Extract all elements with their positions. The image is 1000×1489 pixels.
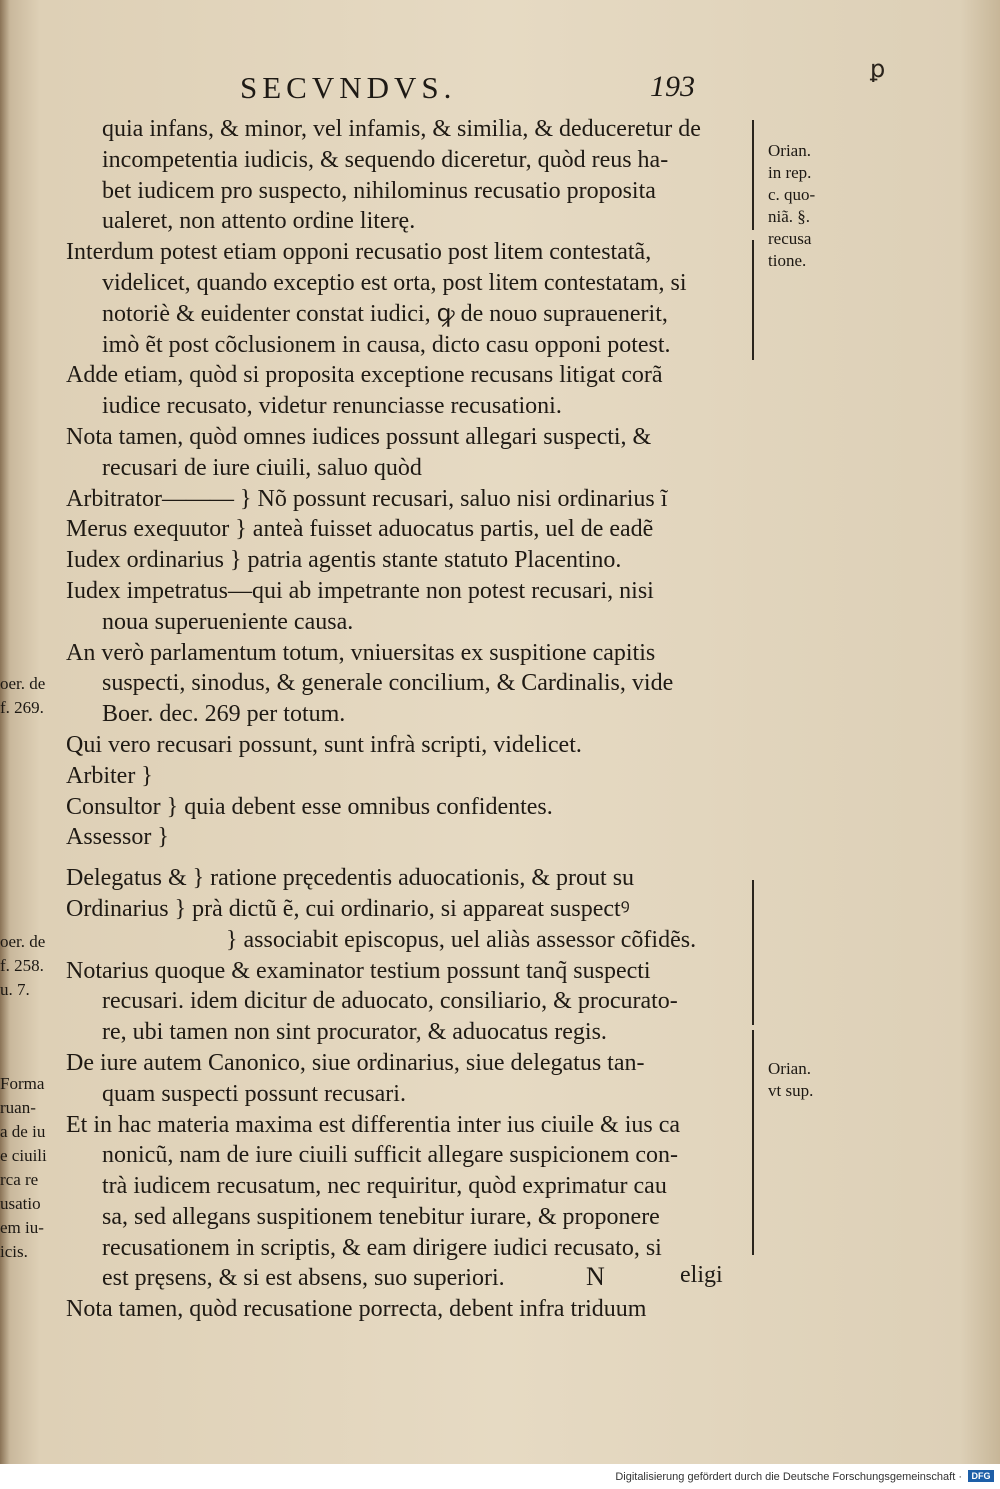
- margin-line: in rep.: [768, 163, 812, 182]
- footer-bar: [0, 1464, 1000, 1489]
- text-line: Merus exequutor } anteà fuisset aduocatus partis, uel de eadẽ: [66, 516, 654, 543]
- text-line: Nota tamen, quòd recusatione porrecta, debent infra triduum: [66, 1296, 647, 1323]
- margin-line: u. 7.: [0, 980, 30, 999]
- running-title: SECVNDVS.: [240, 70, 457, 105]
- margin-line: oer. de: [0, 932, 46, 951]
- text-line: notoriè & euidenter constat iudici, ꝙ de nouo suprauenerit,: [102, 300, 668, 327]
- text-line: noua superueniente causa.: [102, 608, 354, 635]
- margin-line: Orian.: [768, 141, 811, 160]
- text-line: recusari de iure ciuili, saluo quòd: [102, 454, 422, 481]
- text-line: Adde etiam, quòd si proposita exceptione recusans litigat corã: [66, 362, 663, 389]
- text-line: ualeret, non attento ordine literę.: [102, 208, 416, 235]
- margin-line: rca re: [0, 1170, 39, 1189]
- text-line: Assessor }: [66, 824, 169, 851]
- margin-line: vt sup.: [768, 1081, 814, 1100]
- text-line: iudice recusato, videtur renunciasse recusationi.: [102, 393, 562, 420]
- page-number: 193: [650, 70, 695, 103]
- catchword: eligi: [680, 1262, 723, 1288]
- margin-line: Orian.: [768, 1059, 811, 1078]
- text-line: Et in hac materia maxima est differentia inter ius ciuile & ius ca: [66, 1111, 681, 1138]
- text-line: Nota tamen, quòd omnes iudices possunt allegari suspecti, &: [66, 423, 652, 450]
- text-line: trà iudicem recusatum, nec requiritur, quòd exprimatur cau: [102, 1173, 667, 1200]
- text-line: De iure autem Canonico, siue ordinarius, siue delegatus tan-: [66, 1049, 645, 1076]
- text-line: Qui vero recusari possunt, sunt infrà scripti, videlicet.: [66, 731, 582, 758]
- margin-line: a de iu: [0, 1122, 46, 1141]
- margin-line: recusa: [768, 229, 812, 248]
- text-line: recusari. idem dicitur de aduocato, consiliario, & procurato-: [102, 988, 678, 1015]
- text-line: sa, sed allegans suspitionem tenebitur iurare, & proponere: [102, 1203, 660, 1230]
- body-text: [66, 114, 756, 1325]
- text-line: suspecti, sinodus, & generale concilium, & Cardinalis, vide: [102, 670, 674, 697]
- margin-line: f. 269.: [0, 698, 44, 717]
- margin-line: em iu-: [0, 1218, 44, 1237]
- margin-line: tione.: [768, 251, 807, 270]
- text-line: Boer. dec. 269 per totum.: [102, 701, 346, 728]
- text-line: Consultor } quia debent esse omnibus confidentes.: [66, 793, 553, 820]
- text-line: videlicet, quando exceptio est orta, post litem contestatam, si: [102, 269, 687, 296]
- text-line: est pręsens, & si est absens, suo superiori.: [102, 1265, 505, 1292]
- text-line: Notarius quoque & examinator testium possunt tanq̃ suspecti: [66, 957, 651, 984]
- text-line: recusationem in scriptis, & eam dirigere iudici recusato, si: [102, 1234, 662, 1261]
- marginal-note-left: [0, 930, 62, 1002]
- text-line: quam suspecti possunt recusari.: [102, 1080, 406, 1107]
- text-line: Delegatus & } ratione pręcedentis aduocationis, & prout su: [66, 865, 635, 892]
- margin-line: usatio: [0, 1194, 41, 1213]
- text-line: Arbitrator——— } Nõ possunt recusari, saluo nisi ordinarius ĩ: [66, 485, 668, 512]
- text-line: Ordinarius } prà dictũ ẽ, cui ordinario, si appareat suspectꝰ: [66, 895, 630, 922]
- text-line: bet iudicem pro suspecto, nihilominus recusatio proposita: [102, 177, 656, 204]
- margin-line: oer. de: [0, 674, 46, 693]
- margin-line: icis.: [0, 1242, 28, 1261]
- margin-line: ruan-: [0, 1098, 36, 1117]
- text-line: nonicũ, nam de iure ciuili sufficit allegare suspicionem con-: [102, 1142, 679, 1169]
- text-line: Arbiter }: [66, 762, 153, 789]
- margin-line: f. 258.: [0, 956, 44, 975]
- text-line: re, ubi tamen non sint procurator, & aduocatus regis.: [102, 1019, 607, 1046]
- signature-mark: N: [586, 1262, 605, 1291]
- margin-line: niã. §.: [768, 207, 811, 226]
- margin-line: c. quo-: [768, 185, 816, 204]
- dfg-logo-icon: DFG: [968, 1470, 994, 1482]
- text-line: Iudex ordinarius } patria agentis stante statuto Placentino.: [66, 547, 622, 574]
- marginal-note-left: [0, 1072, 62, 1264]
- marginal-note-right: [768, 1058, 848, 1102]
- text-line: } associabit episcopus, uel aliàs assessor cõfidẽs.: [226, 926, 697, 953]
- text-line: incompetentia iudicis, & sequendo diceretur, quòd reus ha-: [102, 146, 669, 173]
- text-line: quia infans, & minor, vel infamis, & similia, & deduceretur de: [102, 116, 701, 142]
- text-line: Iudex impetratus—qui ab impetrante non potest recusari, nisi: [66, 577, 654, 604]
- text-line: imò ẽt post cõclusionem in causa, dicto casu opponi potest.: [102, 331, 671, 358]
- marginal-note-right: [768, 140, 848, 272]
- marginal-note-left: [0, 672, 62, 720]
- margin-line: e ciuili: [0, 1146, 47, 1165]
- text-line: An verò parlamentum totum, vniuersitas ex suspitione capitis: [66, 639, 656, 666]
- margin-line: Forma: [0, 1074, 45, 1093]
- funding-credit: Digitalisierung gefördert durch die Deutsche Forschungsgemeinschaft ·: [615, 1471, 962, 1483]
- corner-mark: ꝑ: [870, 57, 886, 83]
- text-line: Interdum potest etiam opponi recusatio post litem contestatã,: [66, 239, 652, 266]
